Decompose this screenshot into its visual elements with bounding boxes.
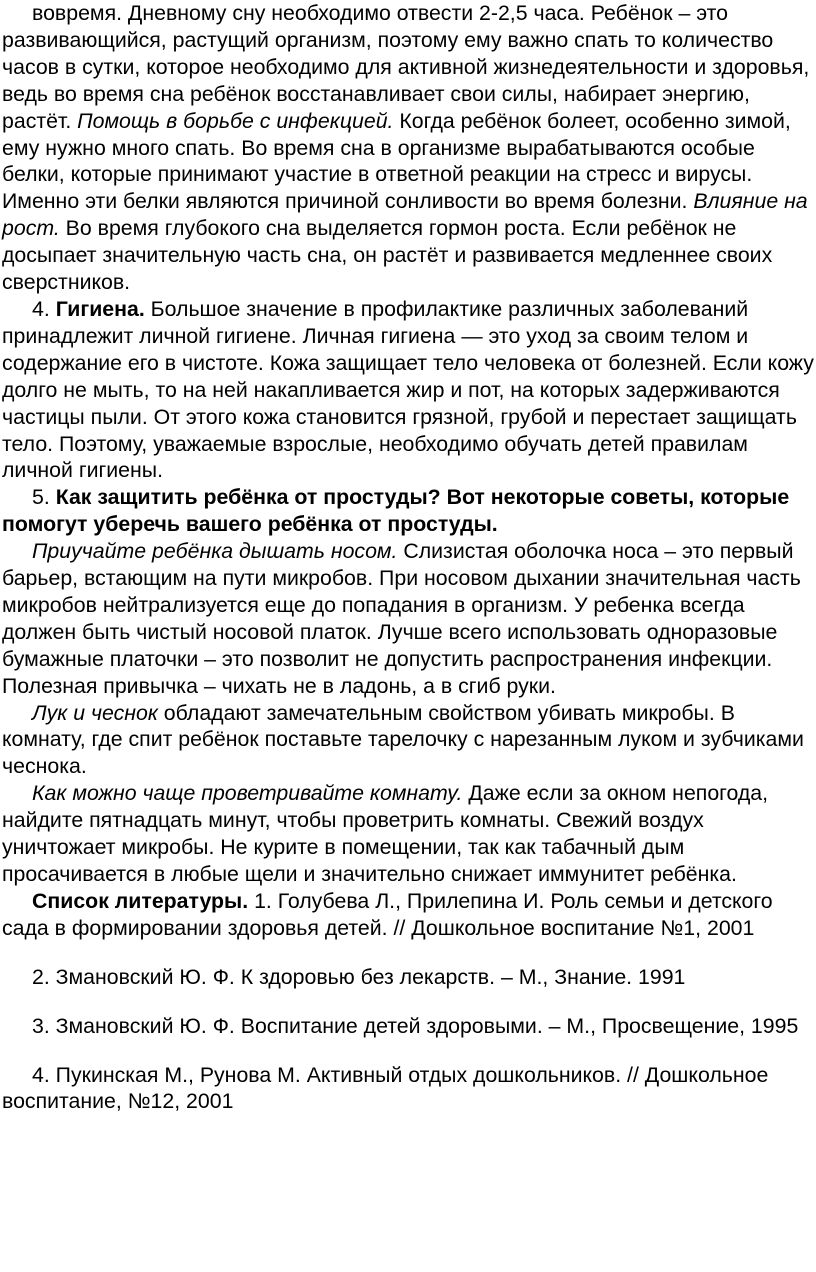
airing-paragraph: [2, 780, 814, 888]
growth-subtitle: Влияние на рост.: [2, 189, 808, 241]
infection-subtitle: Помощь в борьбе с инфекцией.: [77, 108, 394, 133]
nose-paragraph: [2, 538, 814, 699]
hygiene-paragraph: [2, 296, 814, 484]
references-paragraph: [2, 888, 814, 942]
onion-paragraph: [2, 700, 814, 781]
infection-text: Когда ребёнок болеет, особенно зимой, ему нужно много спать. Во время сна в организме вырабатываются особые белки, которые принимают участие в ответной реакции на стресс и вирусы. Именно эти белки являются причиной сонливости во время болезни.: [2, 108, 791, 214]
reference-1: 1. Голубева Л., Прилепина И. Роль семьи и детского сада в формировании здоровья детей. // Дошкольное воспитание №1, 2001: [2, 888, 773, 940]
nose-subtitle: Приучайте ребёнка дышать носом.: [32, 539, 398, 564]
cold-heading: Как защитить ребёнка от простуды? Вот некоторые советы, которые помогут уберечь вашего ребёнка от простуды.: [2, 485, 790, 537]
reference-3: 3. Змановский Ю. Ф. Воспитание детей здоровыми. – М., Просвещение, 1995: [32, 1013, 799, 1038]
growth-text: Во время глубокого сна выделяется гормон роста. Если ребёнок не досыпает значительную часть сна, он растёт и развивается медленнее своих сверстников.: [2, 216, 773, 295]
onion-text: обладают замечательным свойством убивать микробы. В комнату, где спит ребёнок поставьте тарелочку с нарезанным луком и зубчиками чеснока.: [2, 700, 804, 779]
hygiene-text: Большое значение в профилактике различных заболеваний принадлежит личной гигиене. Личная гигиена — это уход за своим телом и содержание его в чистоте. Кожа защищает тело человека от болезней. Если кожу долго не мыть, то на ней накапливается жир и пот, на которых задерживаются частицы пыли. От этого кожа становится грязной, грубой и перестает защищать тело. Поэтому, уважаемые взрослые, необходимо обучать детей правилам личной гигиены.: [2, 296, 814, 483]
onion-subtitle: Лук и чеснок: [32, 700, 158, 725]
document-page: [2, 0, 814, 1115]
sleep-text: вовремя. Дневному сну необходимо отвести 2-2,5 часа. Ребёнок – это развивающийся, растущий организм, поэтому ему важно спать то количество часов в сутки, которое необходимо для активной жизнедеятельности и здоровья, ведь во время сна ребёнок восстанавливает свои силы, набирает энергию, растёт.: [2, 1, 810, 133]
hygiene-heading: Гигиена.: [55, 296, 145, 321]
airing-subtitle: Как можно чаще проветривайте комнату.: [32, 781, 463, 806]
cold-number: 5.: [32, 485, 56, 510]
airing-text: Даже если за окном непогода, найдите пятнадцать минут, чтобы проветрить комнаты. Свежий воздух уничтожает микробы. Не курите в помещении, так как табачный дым просачивается в любые щели и значительно снижает иммунитет ребёнка.: [2, 781, 769, 886]
cold-paragraph: [2, 484, 814, 538]
hygiene-number: 4.: [32, 296, 56, 321]
references-heading: Список литературы.: [32, 888, 249, 913]
reference-2: 2. Змановский Ю. Ф. К здоровью без лекарств. – М., Знание. 1991: [32, 964, 686, 989]
nose-text: Слизистая оболочка носа – это первый барьер, встающим на пути микробов. При носовом дыхании значительная часть микробов нейтрализуется еще до попадания в организм. У ребенка всегда должен быть чистый носовой платок. Лучше всего использовать одноразовые бумажные платочки – это позволит не допустить распространения инфекции. Полезная привычка – чихать не в ладонь, а в сгиб руки.: [2, 539, 801, 698]
sleep-paragraph: [2, 0, 814, 296]
reference-4: 4. Пукинская М., Рунова М. Активный отдых дошкольников. // Дошкольное воспитание, №12, 2001: [2, 1062, 769, 1114]
